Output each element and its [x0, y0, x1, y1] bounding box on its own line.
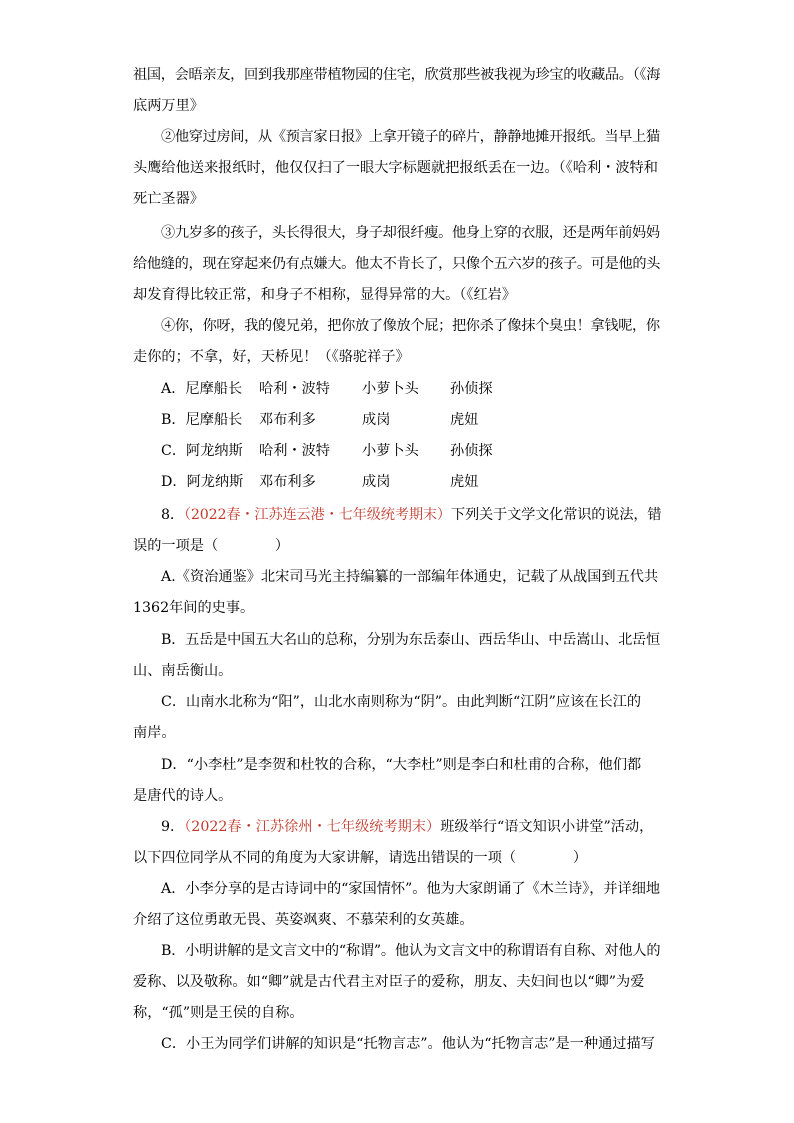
question-9-stem	[161, 817, 653, 837]
option-value: 小萝卜头	[362, 381, 419, 397]
option-value: 小萝卜头	[362, 443, 419, 459]
text-line: 死亡圣器》	[133, 191, 204, 207]
option-letter: B．尼摩船长	[161, 412, 243, 428]
question-number: 9．	[161, 819, 185, 835]
option-value: 哈利・波特	[259, 443, 330, 459]
text-line: 给他缝的，现在穿起来仍有点嫌大。他太不肯长了，只像个五六岁的孩子。可是他的头	[133, 256, 661, 272]
option-value: 邓布利多	[259, 474, 316, 490]
text-line: 祖国，会晤亲友，回到我那座带植物园的住宅，欣赏那些被我视为珍宝的收藏品。（《海	[133, 67, 661, 83]
question-source: （2022春・江苏连云港・七年级统考期末）	[183, 507, 451, 523]
text-line: 介绍了这位勇敢无畏、英姿飒爽、不慕荣利的女英雄。	[133, 912, 474, 928]
text-line: ④你，你呀，我的傻兄弟，把你放了像放个屁；把你杀了像抹个臭虫！拿钱呢，你	[161, 318, 660, 334]
text-line: ③九岁多的孩子，头长得很大，身子却很纤瘦。他身上穿的衣服，还是两年前妈妈	[161, 225, 660, 241]
question-source: （2022春・江苏徐州・七年级统考期末）	[184, 819, 441, 835]
text-line: B．五岳是中国五大名山的总称，分别为东岳泰山、西岳华山、中岳嵩山、北岳恒	[161, 632, 660, 648]
text-line: 头鹰给他送来报纸时，他仅仅扫了一眼大字标题就把报纸丢在一边。（《哈利・波特和	[133, 160, 658, 176]
option-c	[161, 441, 493, 461]
text-line: 称，“孤”则是王侯的自称。	[133, 1005, 304, 1021]
text-line: 南岸。	[133, 725, 176, 741]
text-line: 爱称、以及敬称。如“卿”就是古代君主对臣子的爱称，朋友、夫妇间也以“卿”为爱	[133, 974, 645, 990]
text-line: ②他穿过房间，从《预言家日报》上拿开镜子的碎片，静静地摊开报纸。当早上猫	[161, 129, 660, 145]
text-line: 误的一项是（ ）	[133, 538, 290, 554]
question-number: 8．	[161, 507, 184, 523]
option-value: 邓布利多	[259, 412, 316, 428]
option-d	[161, 472, 478, 492]
text-line: 1362年间的史事。	[133, 600, 255, 616]
text-line: 底两万里》	[133, 98, 204, 114]
option-letter: C．阿龙纳斯	[161, 443, 243, 459]
option-b	[161, 410, 478, 430]
option-value: 孙侦探	[450, 443, 493, 459]
text-line: 以下四位同学从不同的角度为大家讲解，请选出错误的一项（ ）	[133, 850, 588, 866]
option-value: 哈利・波特	[259, 381, 330, 397]
option-value: 虎妞	[450, 412, 479, 428]
option-letter: A．尼摩船长	[161, 381, 243, 397]
text-line: 是唐代的诗人。	[133, 788, 233, 804]
option-a	[161, 379, 493, 399]
option-letter: D．阿龙纳斯	[161, 474, 244, 490]
text-line: D．“小李杜”是李贺和杜牧的合称，“大李杜”则是李白和杜甫的合称，他们都	[161, 757, 642, 773]
text-line: A．小李分享的是古诗词中的“家国情怀”。他为大家朗诵了《木兰诗》，并详细地	[161, 881, 661, 897]
text-line: 却发育得比较正常，和身子不相称，显得异常的大。（《红岩》	[133, 287, 517, 303]
text-line: B．小明讲解的是文言文中的“称谓”。他认为文言文中的称谓语有自称、对他人的	[161, 943, 661, 959]
text-line: 山、南岳衡山。	[133, 663, 233, 679]
option-value: 孙侦探	[450, 381, 493, 397]
text-line: 走你的；不拿，好，天桥见！（《骆驼祥子》	[133, 349, 410, 365]
option-value: 虎妞	[450, 474, 479, 490]
text-line: C．小王为同学们讲解的知识是“托物言志”。他认为“托物言志”是一种通过描写	[161, 1036, 655, 1052]
text-line: A.《资治通鉴》北宋司马光主持编纂的一部编年体通史，记载了从战国到五代共	[161, 569, 659, 585]
text-line: C．山南水北称为“阳”，山北水南则称为“阴”。由此判断“江阴”应该在长江的	[161, 694, 642, 710]
question-text: 下列关于文学文化常识的说法，错	[450, 507, 662, 523]
question-8-stem	[161, 505, 661, 525]
option-value: 成岗	[362, 474, 391, 490]
option-value: 成岗	[362, 412, 391, 428]
question-text: 班级举行“语文知识小讲堂”活动，	[440, 819, 654, 835]
